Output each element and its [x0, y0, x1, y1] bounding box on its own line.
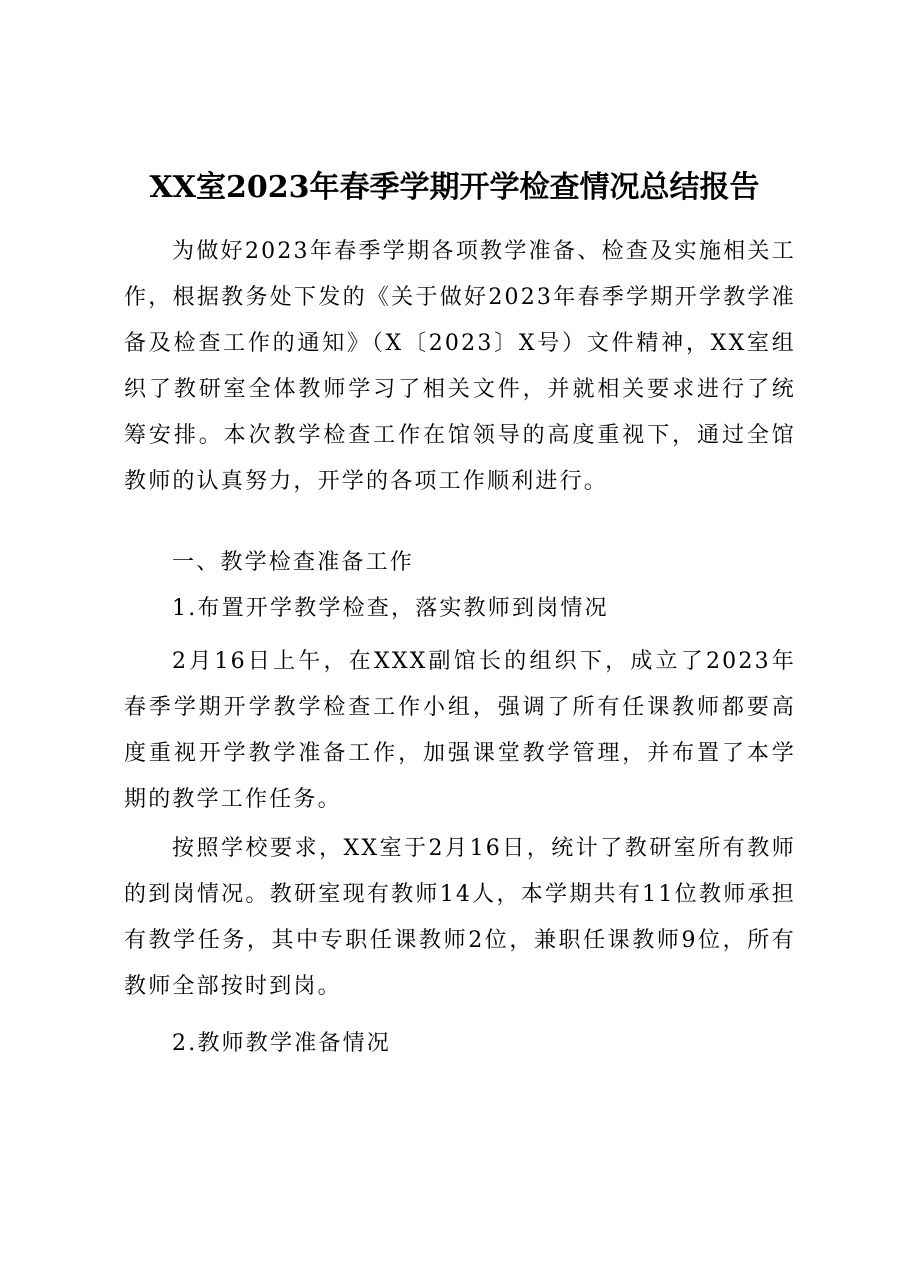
item-heading-2: 2.教师教学准备情况 — [172, 1031, 391, 1056]
item1-paragraph-2: 按照学校要求，XX室于2月16日，统计了教研室所有教师的到岗情况。教研室现有教师14人，本学期共有11位教师承担有教学任务，其中专职任课教师2位，兼职任课教师9位，所有教师全部按时到岗。 — [124, 836, 796, 999]
item-heading-1: 1.布置开学教学检查，落实教师到岗情况 — [172, 596, 609, 621]
intro-paragraph: 为做好2023年春季学期各项教学准备、检查及实施相关工作，根据教务处下发的《关于做好2023年春季学期开学教学准备及检查工作的通知》（X〔2023〕X号）文件精神，XX室组织了教研室全体教师学习了相关文件，并就相关要求进行了统筹安排。本次教学检查工作在馆领导的高度重视下，通过全馆教师的认真努力，开学的各项工作顺利进行。 — [124, 239, 796, 494]
document-title: XX室2023年春季学期开学检查情况总结报告 — [149, 170, 760, 205]
item1-paragraph-1: 2月16日上午，在XXX副馆长的组织下，成立了2023年春季学期开学教学检查工作小组，强调了所有任课教师都要高度重视开学教学准备工作，加强课堂教学管理，并布置了本学期的教学工作任务。 — [124, 649, 796, 812]
section-heading-1: 一、教学检查准备工作 — [172, 550, 415, 575]
